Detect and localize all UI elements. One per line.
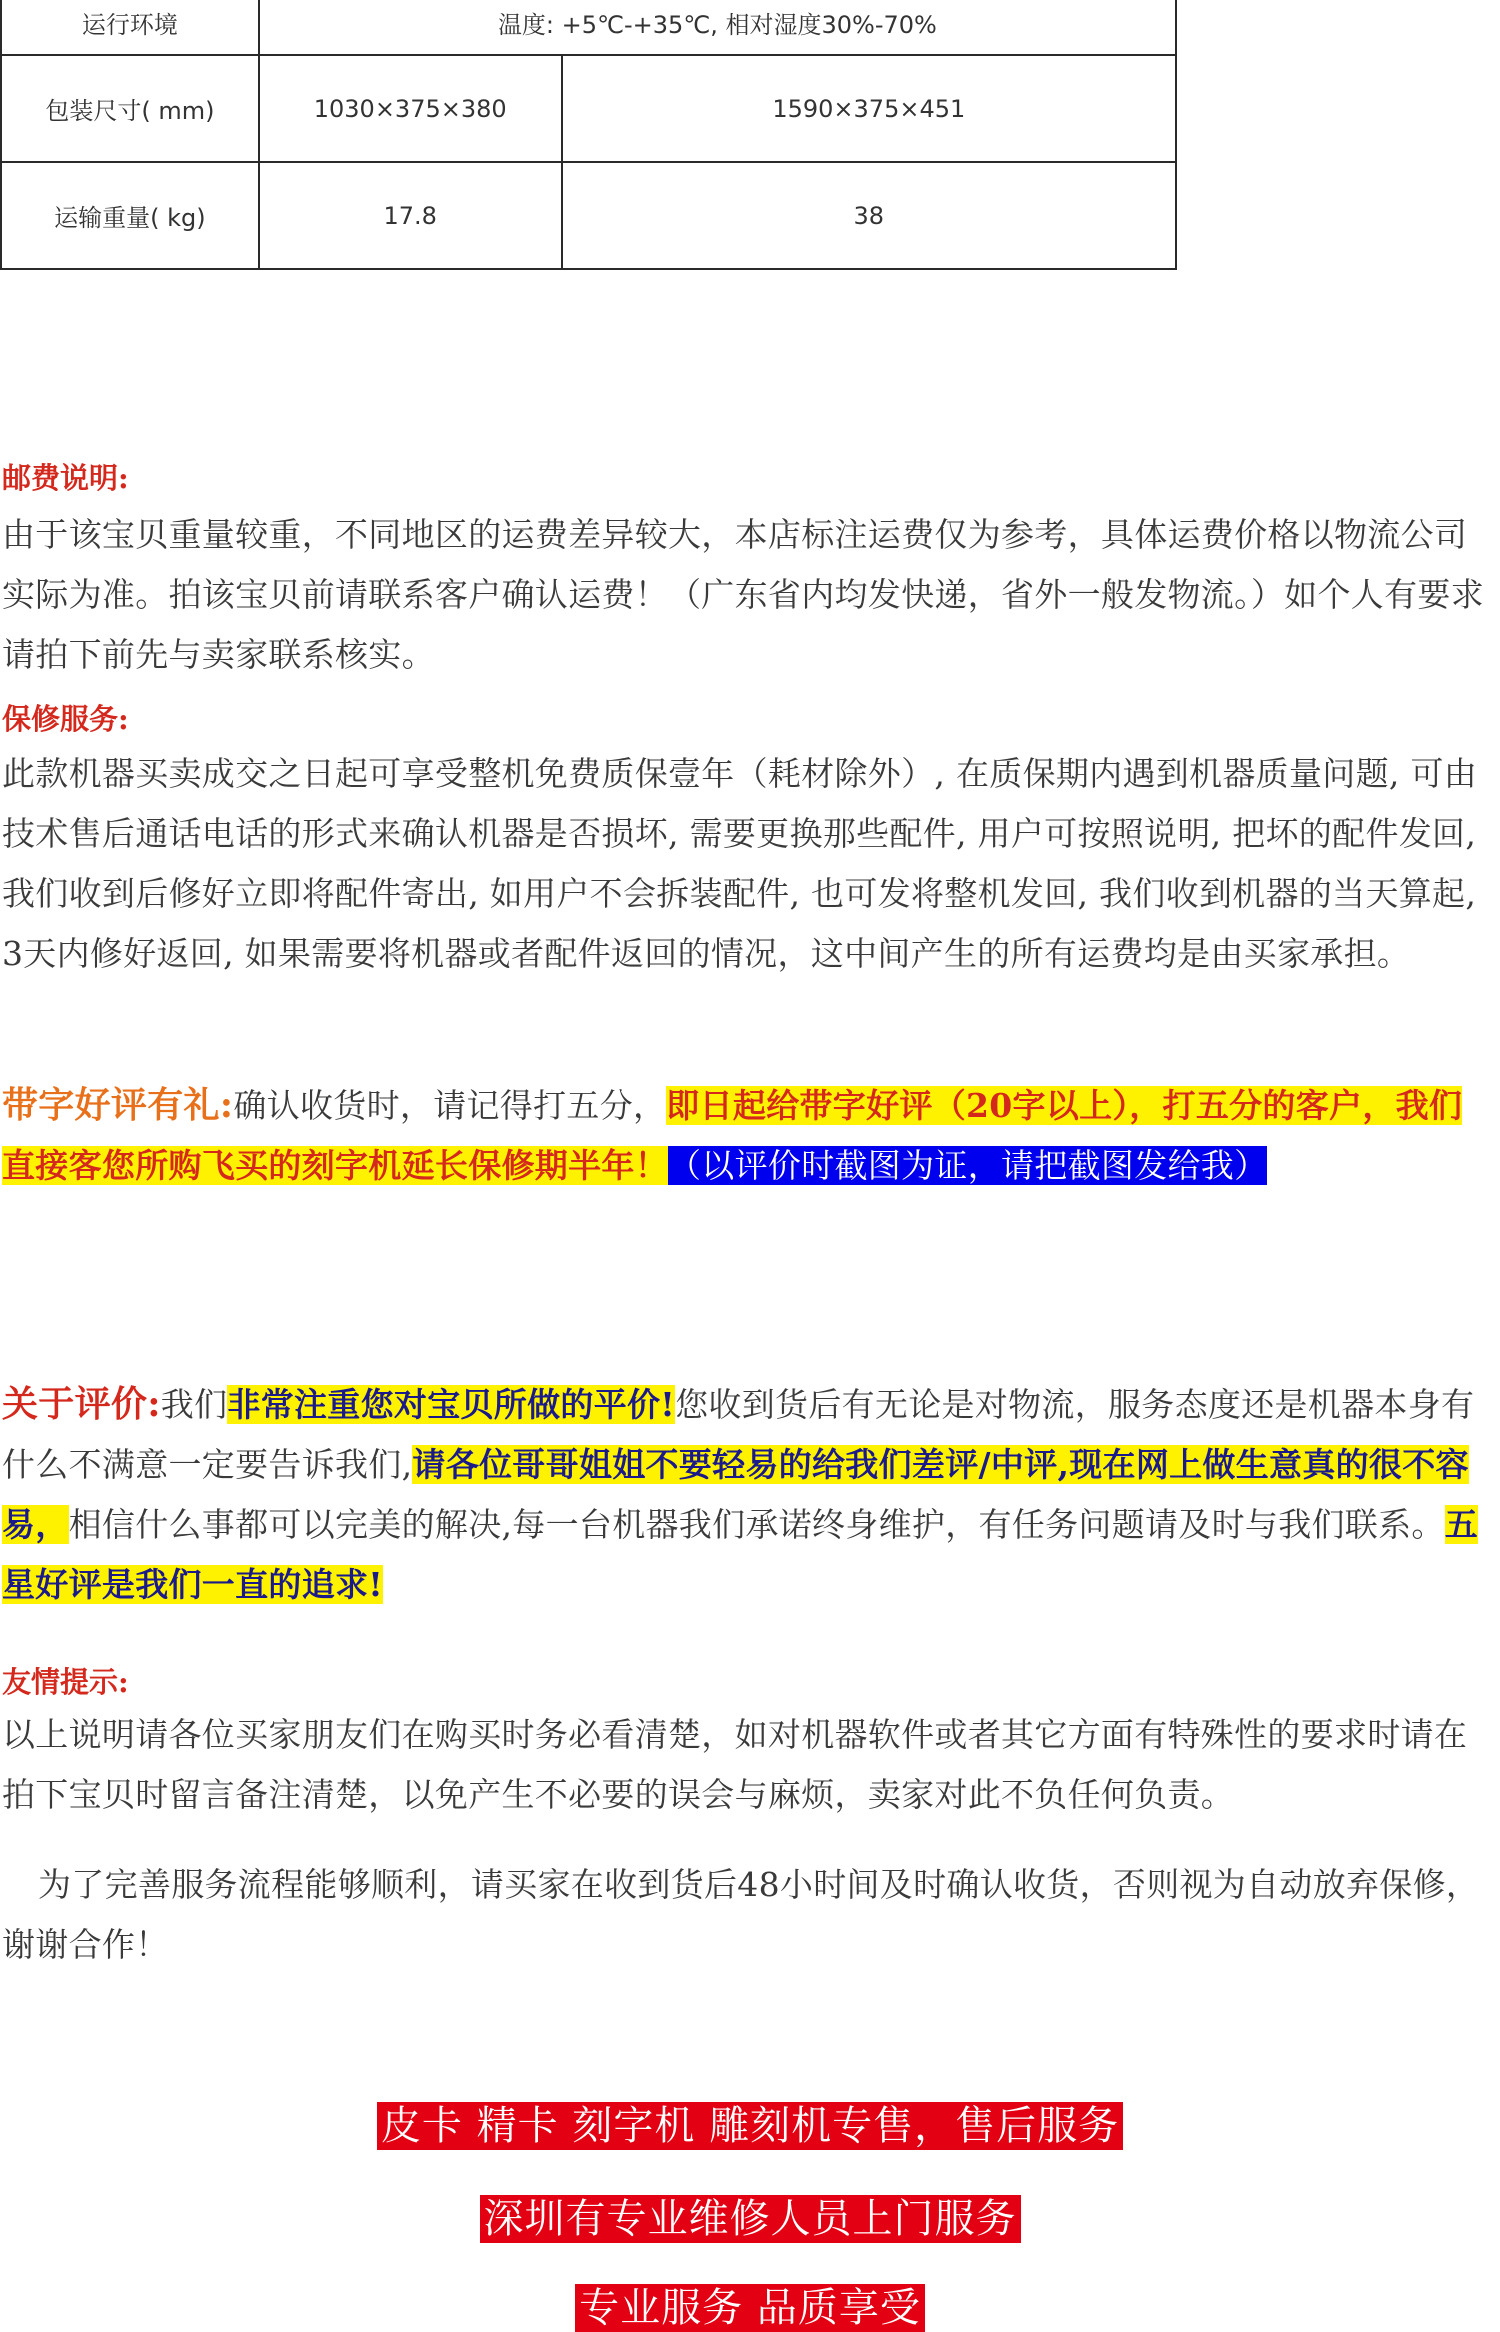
spec-value: 17.8 (259, 162, 562, 269)
spec-label: 运输重量( kg) (1, 162, 259, 269)
spec-value: 38 (562, 162, 1176, 269)
review-gift-note: （以评价时截图为证，请把截图发给我） (668, 1146, 1268, 1185)
review-gift-highlight: 即日起给带字好评（20字以上），打五分的客户，我们直接客您所购飞买的刻字机延长保修期半年！ (2, 1086, 1463, 1185)
about-review-highlight-3: 五星好评是我们一直的追求! (2, 1505, 1479, 1604)
about-review-highlight-1: 非常注重您对宝贝所做的平价! (227, 1385, 676, 1424)
spec-value: 温度: +5℃-+35℃, 相对湿度30%-70% (259, 0, 1176, 55)
banner-text: 专业服务 品质享受 (575, 2284, 925, 2332)
about-review-label: 关于评价: (2, 1383, 161, 1425)
shipping-text: 由于该宝贝重量较重，不同地区的运费差异较大，本店标注运费仅为参考，具体运费价格以物流公司实际为准。拍该宝贝前请联系客户确认运费！（广东省内均发快递，省外一般发物流。）如个人有要求请拍下前先与卖家联系核实。 (2, 515, 1484, 674)
shipping-title: 邮费说明: (2, 461, 129, 495)
about-review-paragraph (2, 1374, 1494, 1615)
repair-text: 此款机器买卖成交之日起可享受整机免费质保壹年（耗材除外）, 在质保期内遇到机器质量问题, 可由技术售后通话电话的形式来确认机器是否损坏, 需要更换那些配件, 用户可按照说明, 把坏的配件发回, 我们收到后修好立即将配件寄出, 如用户不会拆装配件, 也可发将整机发回, 我们收到机器的当天算起, 3天内修好返回, 如果需要将机器或者配件返回的情况，这中间产生的所有运费均是由买家承担。 (2, 754, 1478, 973)
about-review-text-3: 相信什么事都可以完美的解决,每一台机器我们承诺终身维护，有任务问题请及时与我们联系。 (68, 1505, 1445, 1544)
review-gift-text: 确认收货时，请记得打五分， (233, 1086, 667, 1125)
banner-text: 深圳有专业维修人员上门服务 (480, 2195, 1021, 2243)
table-row (1, 162, 1176, 269)
banner-1 (0, 2102, 1500, 2150)
tips-text-2: 为了完善服务流程能够顺利，请买家在收到货后48小时间及时确认收货，否则视为自动放弃保修，谢谢合作！ (2, 1865, 1480, 1964)
about-review-text-2: 您收到货后有无论是对物流，服务态度还是机器本身有什么不满意一定要告诉我们, (2, 1385, 1475, 1484)
about-review-highlight-2: 请各位哥哥姐姐不要轻易的给我们差评/中评,现在网上做生意真的很不容易， (2, 1445, 1469, 1544)
repair-title: 保修服务: (2, 702, 129, 736)
banner-3 (0, 2284, 1500, 2332)
spec-value: 1590×375×451 (562, 55, 1176, 162)
spec-value: 1030×375×380 (259, 55, 562, 162)
table-row (1, 55, 1176, 162)
tips-title: 友情提示: (2, 1665, 129, 1699)
banner-text: 皮卡 精卡 刻字机 雕刻机专售，售后服务 (377, 2102, 1123, 2150)
review-gift-paragraph (2, 1075, 1494, 1196)
table-row (1, 0, 1176, 55)
spec-table (0, 0, 1177, 270)
spec-label: 运行环境 (1, 0, 259, 55)
tips-text: 以上说明请各位买家朋友们在购买时务必看清楚，如对机器软件或者其它方面有特殊性的要求时请在拍下宝贝时留言备注清楚，以免产生不必要的误会与麻烦，卖家对此不负任何负责。 (2, 1715, 1468, 1814)
review-gift-label: 带字好评有礼: (2, 1084, 234, 1126)
banner-2 (0, 2195, 1500, 2243)
spec-label: 包装尺寸( mm) (1, 55, 259, 162)
about-review-text-1: 我们 (160, 1385, 228, 1424)
